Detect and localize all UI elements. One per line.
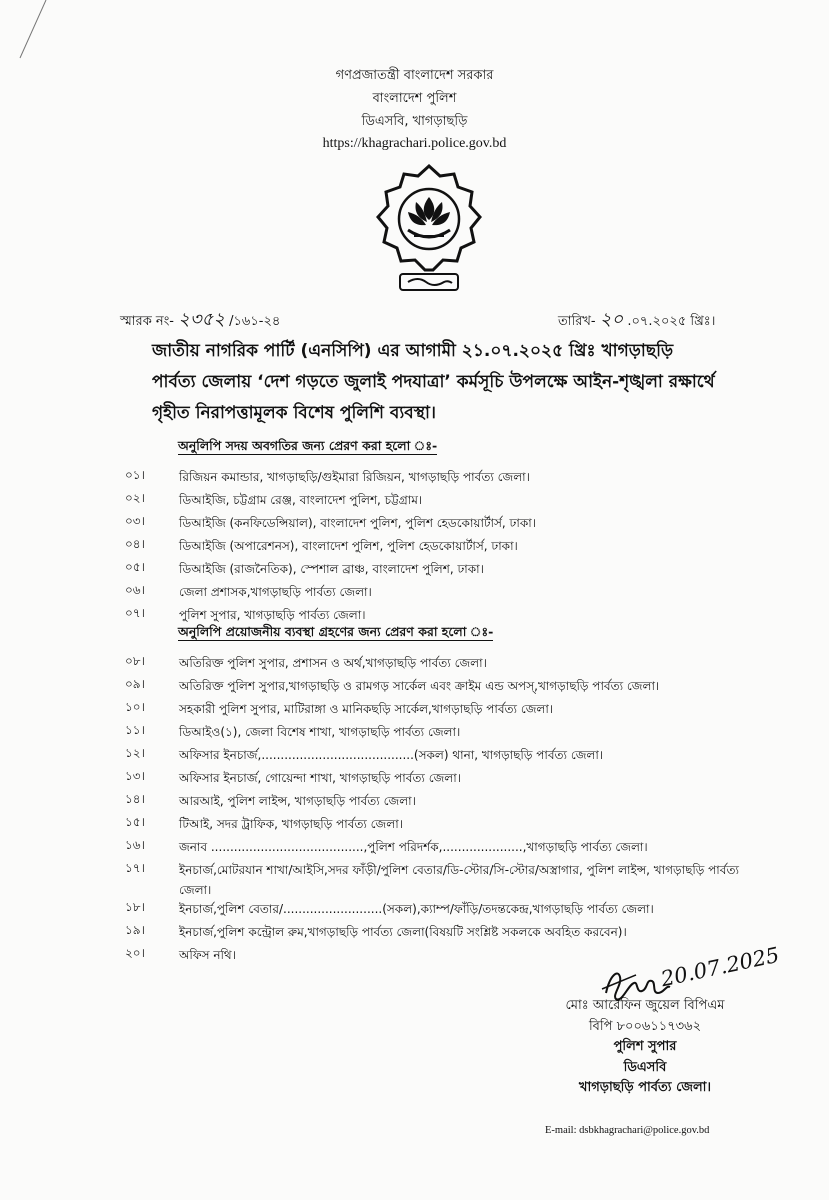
government-name: গণপ্রজাতন্ত্রী বাংলাদেশ সরকার xyxy=(335,68,494,83)
list-item-number: ১২। xyxy=(125,746,145,760)
website-link[interactable]: https://khagrachari.police.gov.bd xyxy=(322,136,507,151)
list-item-text: জনাব ........................................,পুলিশ পরিদর্শক,.....................,খাগড়াছড়ি পার্বত্য জেলা। xyxy=(179,840,648,854)
subject-line-1: জাতীয় নাগরিক পার্টি (এনসিপি) এর আগামী ২১.০৭.২০২৫ খ্রিঃ খাগড়াছড়ি xyxy=(152,341,674,361)
memo-date-handwritten: ২০ xyxy=(599,309,624,330)
list-item-number: ০১। xyxy=(125,468,145,482)
list-item-number: ০৭। xyxy=(125,606,145,620)
signature-block xyxy=(520,996,770,1099)
list-item-number: ১৭। xyxy=(125,861,145,875)
list-item-number: ০৯। xyxy=(125,677,145,691)
list-item-text: অতিরিক্ত পুলিশ সুপার,খাগড়াছড়ি ও রামগড় সার্কেল এবং ক্রাইম এন্ড অপস্,খাগড়াছড়ি পার্বত্য জেলা। xyxy=(179,679,660,693)
list-item-number: ১১। xyxy=(125,723,145,737)
list-item-number: ১৪। xyxy=(125,792,145,806)
subject-line-2: পার্বত্য জেলায় ‘দেশ গড়তে জুলাই পদযাত্রা’ কর্মসূচি উপলক্ষে আইন-শৃঙ্খলা রক্ষার্থে xyxy=(152,372,715,392)
list-item-text: ডিআইও(১), জেলা বিশেষ শাখা, খাগড়াছড়ি পার্বত্য জেলা। xyxy=(179,725,461,739)
list-item-text: ইনচার্জ,পুলিশ বেতার/..........................(সকল),ক্যাম্প/ফাঁড়ি/তদন্তকেন্দ্র,খাগড়াছড়ি পার্বত্য জেলা। xyxy=(179,902,654,916)
department-name: বাংলাদেশ পুলিশ xyxy=(372,91,457,106)
list-item-number: ১৮। xyxy=(125,900,145,914)
list-item-number: ০৩। xyxy=(125,514,145,528)
list-item-number: ০২। xyxy=(125,491,145,505)
signatory-bp-number: বিপি ৮০০৬১১৭৩৬২ xyxy=(588,1018,702,1034)
section-heading-information xyxy=(178,438,437,458)
handwritten-date: 20.07.2025 xyxy=(658,942,782,992)
list-item-text: ডিআইজি, চট্টগ্রাম রেঞ্জ, বাংলাদেশ পুলিশ, চট্টগ্রাম। xyxy=(179,493,423,507)
list-item-text: ইনচার্জ,মোটরযান শাখা/আইসি,সদর ফাঁড়ী/পুলিশ বেতার/ডি-স্টোর/সি-স্টোর/অস্ত্রাগার, পুলিশ লাইন্স, খাগড়াছড়ি পার্বত্য জেলা। xyxy=(179,863,739,897)
section-heading-action xyxy=(178,624,493,644)
list-item-number: ০৫। xyxy=(125,560,145,574)
subject-line-3: গৃহীত নিরাপত্তামূলক বিশেষ পুলিশি ব্যবস্থা। xyxy=(152,403,436,423)
list-item-number: ১৬। xyxy=(125,838,145,852)
list-item-text: ডিআইজি (কনফিডেন্সিয়াল), বাংলাদেশ পুলিশ, পুলিশ হেডকোয়ার্টার্স, ঢাকা। xyxy=(179,516,536,530)
list-item-number: ০৮। xyxy=(125,654,145,668)
memo-number-label: স্মারক নং- xyxy=(120,314,174,329)
police-emblem-icon xyxy=(370,162,488,294)
section-heading-information-text: অনুলিপি সদয় অবগতির জন্য প্রেরণ করা হলো ঃ- xyxy=(178,438,438,453)
list-item-number: ২০। xyxy=(125,946,145,960)
signatory-unit: ডিএসবি xyxy=(623,1059,667,1075)
list-item-text: রিজিয়ন কমান্ডার, খাগড়াছড়ি/গুইমারা রিজিয়ন, খাগড়াছড়ি পার্বত্য জেলা। xyxy=(179,470,530,484)
list-item-number: ১৩। xyxy=(125,769,145,783)
memo-date-suffix: .০৭.২০২৫ খ্রিঃ। xyxy=(627,314,716,329)
list-item-text: সহকারী পুলিশ সুপার, মাটিরাঙ্গা ও মানিকছড়ি সার্কেল,খাগড়াছড়ি পার্বত্য জেলা। xyxy=(179,702,554,716)
memo-number-suffix: /১৬১-২৪ xyxy=(229,314,281,329)
letterhead xyxy=(0,64,829,155)
list-item-text: জেলা প্রশাসক,খাগড়াছড়ি পার্বত্য জেলা। xyxy=(179,585,372,599)
signatory-district: খাগড়াছড়ি পার্বত্য জেলা। xyxy=(578,1080,712,1095)
list-item-text: অফিসার ইনচার্জ, গোয়েন্দা শাখা, খাগড়াছড়ি পার্বত্য জেলা। xyxy=(179,771,462,785)
signatory-designation: পুলিশ সুপার xyxy=(613,1039,677,1054)
list-item-number: ১৯। xyxy=(125,923,145,937)
list-item-text: টিআই, সদর ট্রাফিক, খাগড়াছড়ি পার্বত্য জেলা। xyxy=(179,817,403,831)
list-item-text: ইনচার্জ,পুলিশ কন্ট্রোল রুম,খাগড়াছড়ি পার্বত্য জেলা(বিষয়টি সংশ্লিষ্ট সকলকে অবহিত করবেন)। xyxy=(179,925,627,939)
list-item-number: ১০। xyxy=(125,700,145,714)
memo-date xyxy=(558,305,715,336)
list-item-text: পুলিশ সুপার, খাগড়াছড়ি পার্বত্য জেলা। xyxy=(179,608,366,622)
memo-number xyxy=(120,305,280,336)
list-item-text: অফিসার ইনচার্জ,........................................(সকল) থানা, খাগড়াছড়ি পার্বত্য জেলা। xyxy=(179,748,604,762)
section-heading-action-text: অনুলিপি প্রয়োজনীয় ব্যবস্থা গ্রহণের জন্য প্রেরণ করা হলো ঃ- xyxy=(178,624,494,639)
contact-email[interactable]: E-mail: dsbkhagrachari@police.gov.bd xyxy=(545,1125,710,1136)
memo-date-label: তারিখ- xyxy=(558,314,596,329)
subject-heading xyxy=(152,336,742,429)
memo-number-handwritten: ২৩৫২ xyxy=(178,309,225,330)
list-item-text: অতিরিক্ত পুলিশ সুপার, প্রশাসন ও অর্থ,খাগড়াছড়ি পার্বত্য জেলা। xyxy=(179,656,487,670)
list-item-number: ০৬। xyxy=(125,583,145,597)
list-item-number: ১৫। xyxy=(125,815,145,829)
office-name: ডিএসবি, খাগড়াছড়ি xyxy=(361,114,468,129)
list-item-number: ০৪। xyxy=(125,537,145,551)
list-item-text: অফিস নথি। xyxy=(179,948,236,962)
list-item-text: ডিআইজি (রাজনৈতিক), স্পেশাল ব্রাঞ্চ, বাংলাদেশ পুলিশ, ঢাকা। xyxy=(179,562,484,576)
list-item-text: আরআই, পুলিশ লাইন্স, খাগড়াছড়ি পার্বত্য জেলা। xyxy=(179,794,416,808)
signatory-name: মোঃ আরেফিন জুয়েল বিপিএম xyxy=(565,998,725,1013)
list-item-text: ডিআইজি (অপারেশনস), বাংলাদেশ পুলিশ, পুলিশ হেডকোয়ার্টার্স, ঢাকা। xyxy=(179,539,518,553)
